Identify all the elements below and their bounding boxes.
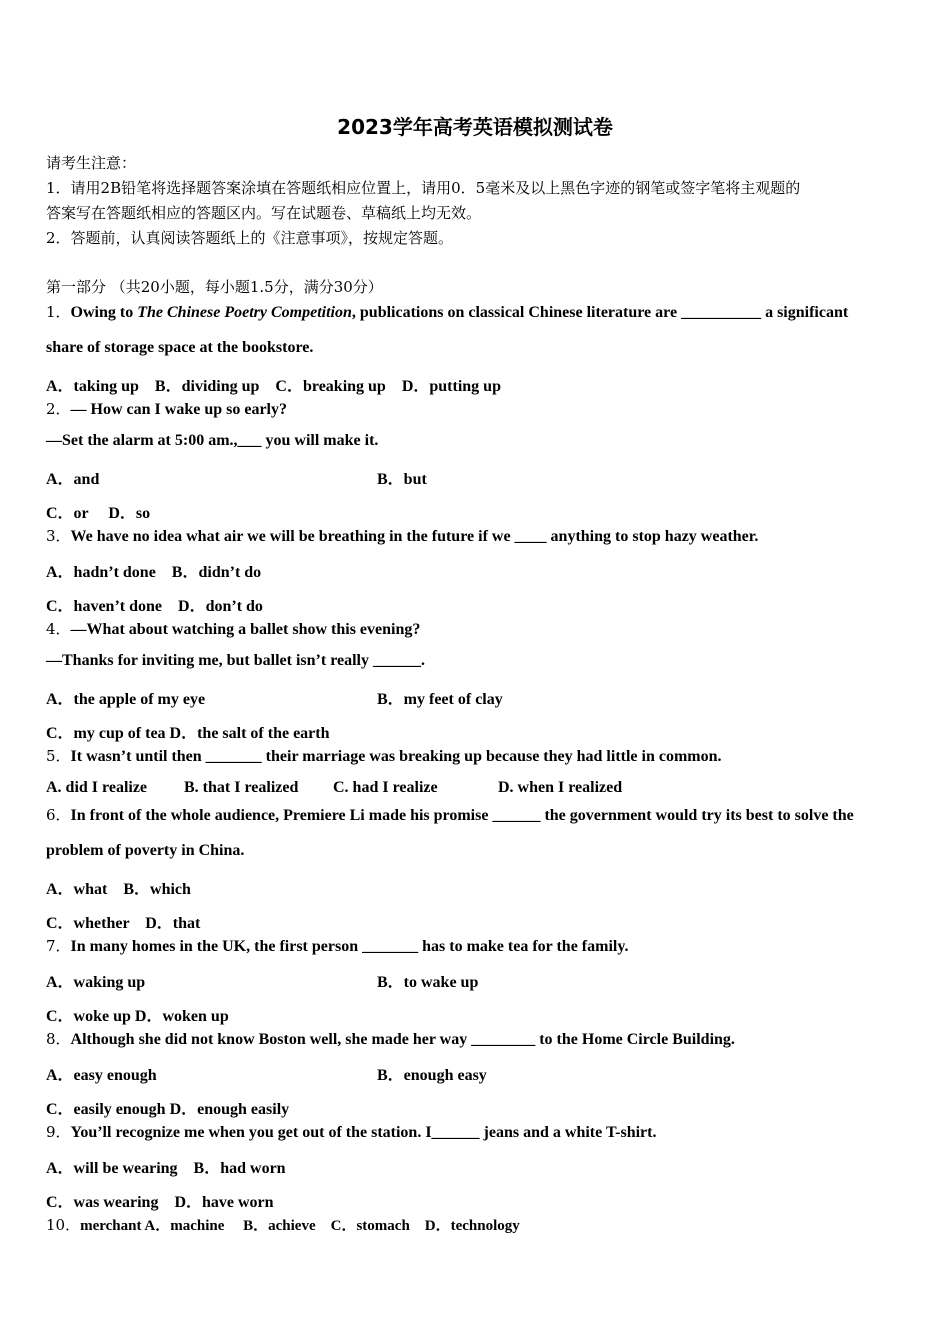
option-a: A．waking up <box>46 974 146 991</box>
option-d: D. when I realized <box>498 779 623 796</box>
option-a: A．and <box>46 471 100 488</box>
question-9 <box>46 1121 656 1142</box>
notice-2: 2．答题前，认真阅读答题纸上的《注意事项》，按规定答题。 <box>46 229 454 247</box>
option-b: B．my feet of clay <box>377 691 503 708</box>
question-number: 10． <box>46 1216 81 1234</box>
question-5 <box>46 745 722 766</box>
question-text-italic: The Chinese Poetry Competition <box>137 304 352 321</box>
question-number: 4． <box>46 620 71 638</box>
options-a-b: A．what B．which <box>46 881 191 898</box>
option-b: B．enough easy <box>377 1067 487 1084</box>
options-c-d: C．easily enough D．enough easily <box>46 1101 290 1118</box>
question-number: 1． <box>46 303 71 321</box>
question-number: 3． <box>46 527 71 545</box>
options-c-d: C．whether D．that <box>46 915 201 932</box>
question-number: 8． <box>46 1030 71 1048</box>
page-title: 2023学年高考英语模拟测试卷 <box>337 115 613 139</box>
question-text: , publications on classical Chinese literature are __________ a significant <box>351 304 849 321</box>
question-number: 5． <box>46 747 71 765</box>
question-1-continued: share of storage space at the bookstore. <box>46 339 314 356</box>
option-b: B．but <box>377 471 427 488</box>
option-a: A．easy enough <box>46 1067 157 1084</box>
options-c-d: C．my cup of tea D．the salt of the earth <box>46 725 330 742</box>
question-4 <box>46 618 420 639</box>
question-6 <box>46 804 854 825</box>
notice-1-line-2: 答案写在答题纸相应的答题区内。写在试题卷、草稿纸上均无效。 <box>46 204 482 222</box>
question-text: merchant A．machine B．achieve C．stomach D．technology <box>80 1218 520 1234</box>
question-6-continued: problem of poverty in China. <box>46 842 245 859</box>
question-number: 2． <box>46 400 71 418</box>
question-number: 6． <box>46 806 71 824</box>
question-7 <box>46 935 628 956</box>
notice-1-line-1: 1．请用2B铅笔将选择题答案涂填在答题纸相应位置上，请用0．5毫米及以上黑色字迹的钢笔或签字笔将主观题的 <box>46 179 801 197</box>
options-c-d: C．or D．so <box>46 505 151 522</box>
question-2-line-2: —Set the alarm at 5:00 am.,___ you will make it. <box>46 432 379 449</box>
question-1 <box>46 301 848 322</box>
option-a: A．the apple of my eye <box>46 691 206 708</box>
question-text: — How can I wake up so early? <box>70 401 287 418</box>
question-text: It wasn’t until then _______ their marriage was breaking up because they had little in common. <box>70 748 722 765</box>
notice-header: 请考生注意： <box>46 154 137 172</box>
section-header: 第一部分 （共20小题，每小题1.5分，满分30分） <box>46 278 383 296</box>
question-10 <box>46 1214 520 1235</box>
question-number: 7． <box>46 937 71 955</box>
option-b: B. that I realized <box>184 779 299 796</box>
question-3 <box>46 525 758 546</box>
question-number: 9． <box>46 1123 71 1141</box>
options-a-b: A．will be wearing B．had worn <box>46 1160 286 1177</box>
question-text: Although she did not know Boston well, she made her way ________ to the Home Circle Building. <box>70 1031 735 1048</box>
options-c-d: C．woke up D．woken up <box>46 1008 229 1025</box>
option-c: C. had I realize <box>333 779 438 796</box>
options-a-b: A．hadn’t done B．didn’t do <box>46 564 262 581</box>
question-text: Owing to <box>70 304 138 321</box>
question-text: You’ll recognize me when you get out of the station. I______ jeans and a white T-shirt. <box>70 1124 657 1141</box>
option-b: B．to wake up <box>377 974 479 991</box>
question-1-options: A．taking up B．dividing up C．breaking up D．putting up <box>46 378 501 395</box>
option-a: A. did I realize <box>46 779 148 796</box>
question-2 <box>46 398 287 419</box>
question-text: In many homes in the UK, the first person _______ has to make tea for the family. <box>70 938 629 955</box>
question-text: We have no idea what air we will be breathing in the future if we ____ anything to stop hazy weather. <box>70 528 759 545</box>
question-4-line-2: —Thanks for inviting me, but ballet isn’t really ______. <box>46 652 425 669</box>
options-c-d: C．was wearing D．have worn <box>46 1194 274 1211</box>
question-text: In front of the whole audience, Premiere Li made his promise ______ the government would try its best to solve the <box>70 807 854 824</box>
question-8 <box>46 1028 735 1049</box>
question-text: —What about watching a ballet show this evening? <box>70 621 421 638</box>
options-c-d: C．haven’t done D．don’t do <box>46 598 263 615</box>
